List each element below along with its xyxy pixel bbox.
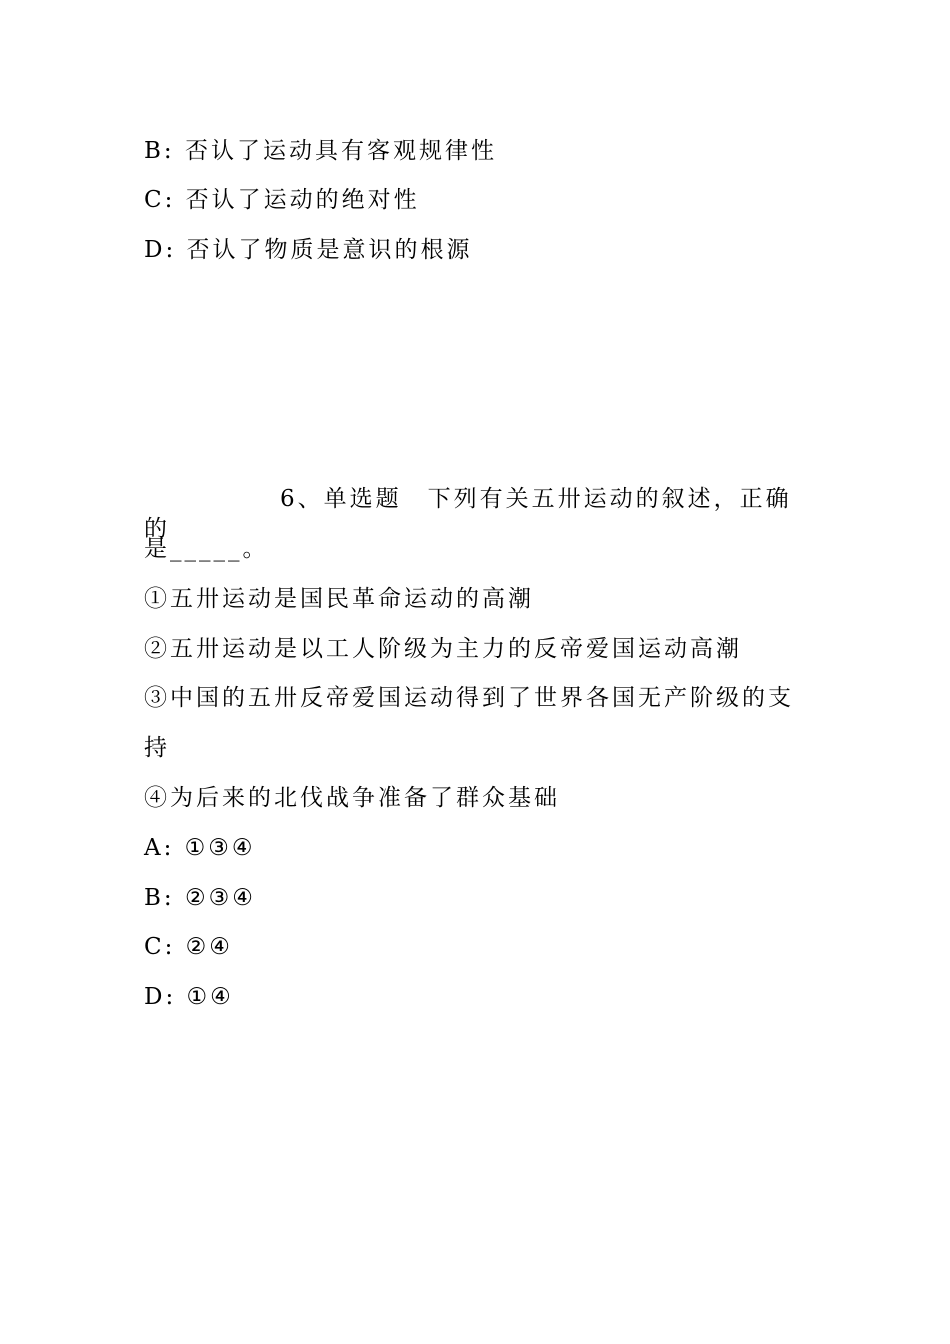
option-b: B: ②③④ bbox=[144, 885, 256, 911]
option-a: A: ①③④ bbox=[144, 835, 256, 861]
question-6-text-line1: 6、单选题 下列有关五卅运动的叙述，正确的 bbox=[144, 486, 792, 542]
option-d: D: ①④ bbox=[144, 984, 234, 1010]
statement-4: ④为后来的北伐战争准备了群众基础 bbox=[144, 785, 560, 811]
option-b-prev: B: 否认了运动具有客观规律性 bbox=[144, 138, 497, 164]
option-c-prev: C: 否认了运动的绝对性 bbox=[144, 187, 420, 213]
statement-2: ②五卅运动是以工人阶级为主力的反帝爱国运动高潮 bbox=[144, 636, 742, 662]
question-6-text-line2: 是_____。 bbox=[144, 536, 269, 562]
option-d-prev: D: 否认了物质是意识的根源 bbox=[144, 237, 473, 263]
statement-3-continued: 持 bbox=[144, 735, 170, 761]
statement-1: ①五卅运动是国民革命运动的高潮 bbox=[144, 586, 534, 612]
option-c: C: ②④ bbox=[144, 934, 233, 960]
statement-3: ③中国的五卅反帝爱国运动得到了世界各国无产阶级的支 bbox=[144, 685, 794, 711]
